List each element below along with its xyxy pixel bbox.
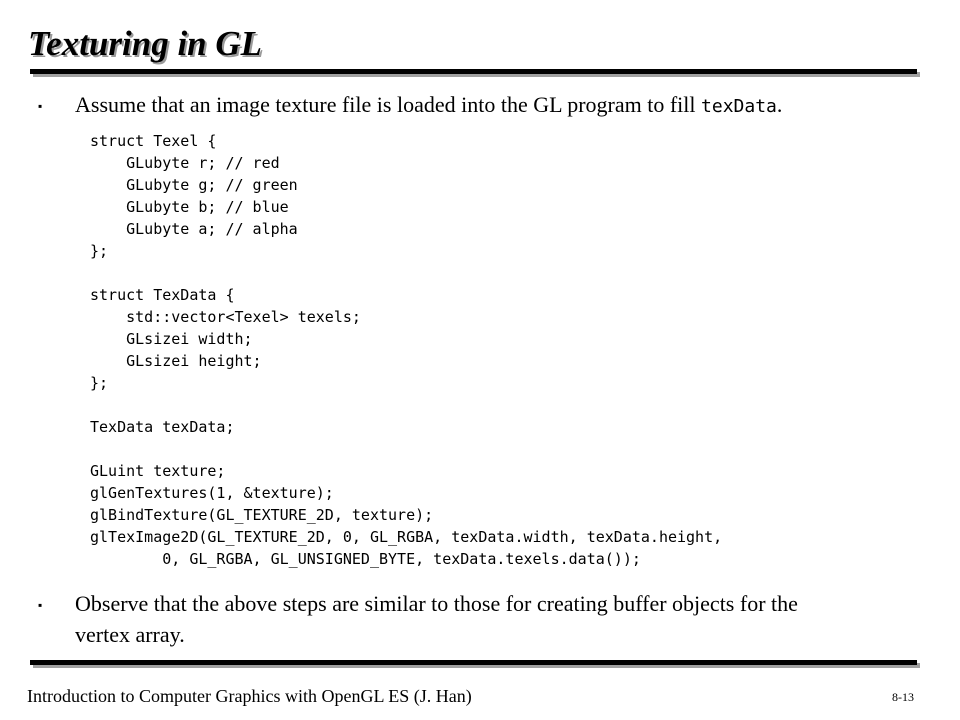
title-underline-rule [30,69,917,74]
bullet-text-1-suffix: . [776,92,783,117]
bullet-text-1-main: Assume that an image texture file is loaded into the GL program to fill [75,92,702,117]
bullet-marker-2: ▪ [38,598,43,612]
footer-course-title: Introduction to Computer Graphics with OpenGL ES (J. Han) [27,686,472,706]
bullet-text-1 [75,90,782,122]
footer-page-number: 8-13 [892,690,914,704]
code-block: struct Texel { GLubyte r; // red GLubyte g; // green GLubyte b; // blue GLubyte a; // alpha }; struct TexData { std::vector<Texel> texels; GLsizei width; GLsizei height; }; TexData texData; GLuint texture; glGenTextures(1, &texture); glBindTexture(GL_TEXTURE_2D, texture); glTexImage2D(GL_TEXTURE_2D, 0, GL_RGBA, texData.width, texData.height, 0, GL_RGBA, GL_UNSIGNED_BYTE, texData.texels.data()); [90,132,723,568]
bullet-text-1-code: texData [701,96,777,117]
bullet-text-2-line2: vertex array. [75,622,185,647]
footer-rule [30,660,917,665]
slide-title: Texturing in GL [28,24,263,63]
bullet-marker-1: ▪ [38,99,43,113]
bullet-text-2-line1: Observe that the above steps are similar to those for creating buffer objects for the [75,591,798,616]
